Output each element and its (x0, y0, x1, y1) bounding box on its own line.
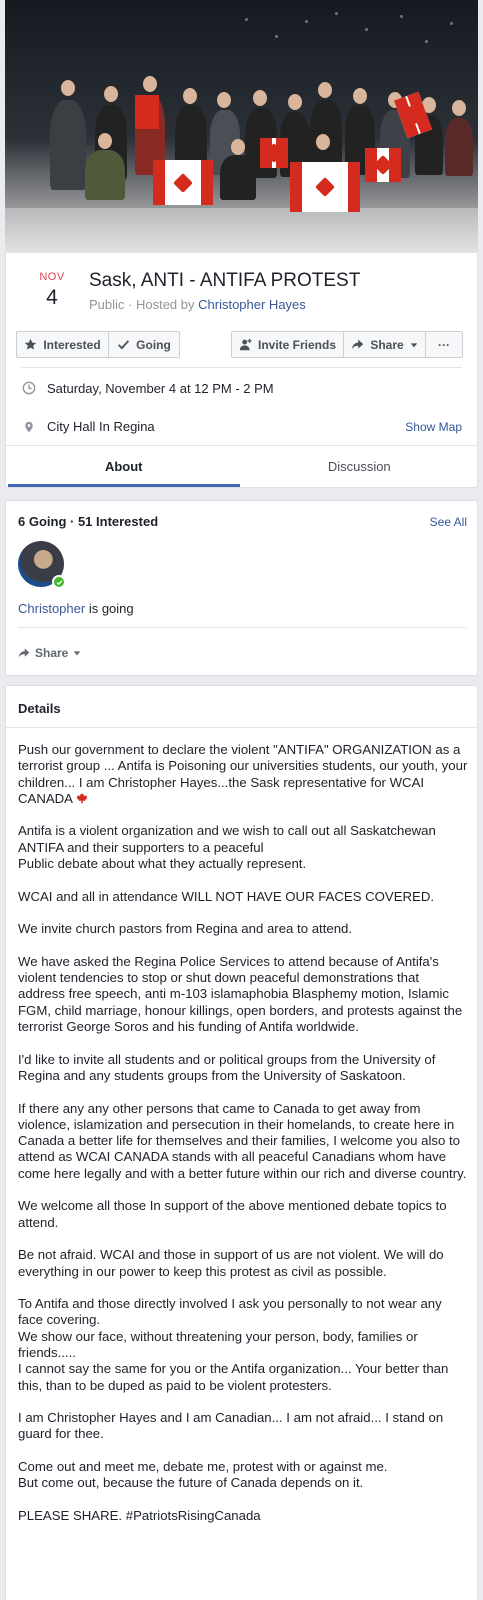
event-datetime: Saturday, November 4 at 12 PM - 2 PM (47, 380, 274, 396)
going-status: is going (85, 601, 134, 616)
share-going-button[interactable] (18, 646, 81, 660)
details-paragraph: We welcome all those In support of the above mentioned debate topics to attend. (18, 1198, 447, 1230)
details-paragraph: Antifa is a violent organization and we wish to call out all Saskatchewan ANTIFA and their supporters to a peaceful Public debate about what they actually represent. (18, 823, 436, 872)
invite-friends-button[interactable] (231, 331, 344, 358)
event-title-block (6, 253, 477, 327)
event-cover-photo[interactable] (5, 0, 478, 253)
clock-icon (22, 381, 36, 395)
details-paragraph: We invite church pastors from Regina and area to attend. (18, 921, 353, 937)
details-heading: Details (18, 701, 61, 716)
hosted-by-prefix: · Hosted by (124, 297, 199, 312)
caret-down-icon (73, 649, 81, 657)
tab-about[interactable]: About (6, 446, 242, 487)
location-pin-icon (22, 420, 36, 434)
guest-counts[interactable]: 6 Going · 51 Interested (18, 514, 159, 529)
details-paragraph: Push our government to declare the violent "ANTIFA" ORGANIZATION as a terrorist group ... Antifa is Poisoning our universities students, our youth, your children... I am Christopher Hayes...the Sask representative for WCAI CANADA (18, 742, 468, 806)
canada-flag-icon (290, 162, 360, 212)
guest-list-card (5, 500, 478, 676)
going-label: Going (136, 337, 171, 352)
event-datetime-row (6, 368, 477, 408)
share-label: Share (370, 337, 404, 352)
event-location-row (6, 408, 477, 445)
details-paragraph: WCAI and all in attendance WILL NOT HAVE OUR FACES COVERED. (18, 888, 435, 904)
details-paragraph: I'd like to invite all students and or political groups from the University of Regina and any students groups from the University of Saskatoon. (18, 1051, 436, 1083)
maple-leaf-icon (76, 792, 88, 804)
event-subline (89, 297, 306, 312)
checkmark-icon (117, 338, 130, 351)
interested-button[interactable] (16, 331, 109, 358)
event-tabs (6, 445, 477, 487)
event-month: NOV (39, 271, 65, 283)
going-person-link[interactable]: Christopher (18, 601, 86, 616)
canada-flag-icon (153, 160, 213, 205)
interested-label: Interested (43, 337, 101, 352)
event-date-block (36, 271, 68, 310)
share-dropdown-button[interactable] (343, 331, 426, 358)
details-paragraph: Come out and meet me, debate me, protest with or against me. But come out, because the future of Canada depends on it. (18, 1459, 388, 1491)
details-paragraph: PLEASE SHARE. #PatriotsRisingCanada (18, 1507, 261, 1523)
details-paragraph: If there any any other persons that came to Canada to get away from violence, islamization and persecution in their homelands, to create here in Canada a better life for themselves and their families, I welcome you also to attend as WCAI CANADA stands with all peaceful Canadians whom have come here legally and with a better future within our rich and diverse country. (18, 1100, 467, 1181)
going-check-icon (52, 575, 66, 589)
star-icon (24, 338, 37, 351)
event-privacy: Public (89, 297, 125, 312)
add-person-icon (239, 338, 252, 351)
details-paragraph: I am Christopher Hayes and I am Canadian... I am not afraid... I stand on guard for thee. (18, 1410, 444, 1442)
cover-floor (5, 208, 478, 253)
going-status-text (18, 601, 134, 616)
divider (18, 627, 467, 628)
details-card (5, 685, 478, 1600)
details-body (18, 742, 469, 1541)
see-all-link[interactable]: See All (429, 515, 467, 529)
details-paragraph: We have asked the Regina Police Services to attend because of Antifa's violent tendencies to stop or shut down peaceful demonstrations that address free speech, anti m-103 islamaphobia Blasphemy motion, Islamic FGM, child marriage, honour killings, open borders, and protests against the terrorist George Soros and his funding of Antifa worldwide. (18, 953, 463, 1035)
canada-flag-icon (260, 138, 288, 168)
invite-friends-label: Invite Friends (257, 337, 337, 352)
more-options-label: ··· (438, 337, 450, 352)
canada-flag-icon (135, 95, 159, 129)
details-paragraph: To Antifa and those directly involved I ask you personally to not wear any face covering. We show our face, without threatening your person, body, families or friends..... I cannot say the same for you or the Antifa organization... Your better than this, than to be duped as paid to be violent protesters. (18, 1296, 449, 1393)
event-header-card (5, 253, 478, 488)
share-going-label: Share (35, 646, 69, 660)
event-day: 4 (46, 286, 58, 309)
event-host-link[interactable]: Christopher Hayes (198, 297, 306, 312)
going-button[interactable] (108, 331, 180, 358)
show-map-link[interactable]: Show Map (405, 419, 462, 434)
share-arrow-icon (18, 647, 30, 659)
share-arrow-icon (351, 338, 364, 351)
event-title: Sask, ANTI - ANTIFA PROTEST (89, 270, 361, 291)
divider (6, 727, 477, 728)
event-actions-bar (6, 327, 477, 367)
event-location[interactable]: City Hall In Regina (47, 419, 155, 434)
tab-discussion[interactable]: Discussion (327, 459, 391, 474)
canada-flag-icon (365, 148, 401, 182)
more-options-button[interactable] (425, 331, 463, 358)
caret-down-icon (410, 341, 418, 349)
details-paragraph: Be not afraid. WCAI and those in support of us are not violent. We will do everything in our power to keep this protest as civil as possible. (18, 1247, 444, 1279)
